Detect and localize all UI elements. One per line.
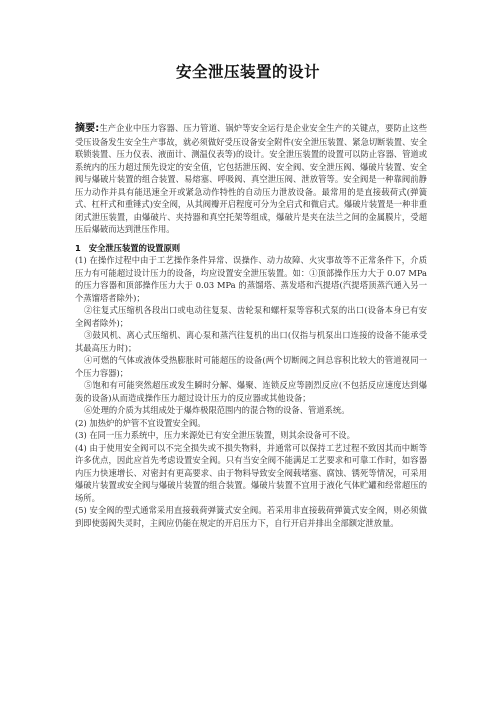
principle-item: ⑥处理的介质为其组成处于爆炸极限范围内的混合物的设备、管道系统。: [84, 405, 350, 415]
section-title: 安全泄压装置的设置原则: [88, 242, 181, 253]
principle-item: ②往复式压缩机各段出口或电动往复泵、齿轮泵和螺杆泵等容积式泵的出口(设备本身已有安全阀者除外)；: [75, 305, 427, 328]
principle-item: (3) 在同一压力系统中，压力来源处已有安全泄压装置，则其余设备可不设。: [75, 430, 355, 440]
section-number: 1: [75, 242, 81, 253]
section-heading: [75, 242, 427, 255]
principle-item: (5) 安全阀的型式通常采用直接载荷弹簧式安全阀。若采用非直接载荷弹簧式安全阀，则必须做到即使弱阀失灵时，主阀应仍能在规定的开启压力下，自行开启并排出全部额定泄放量。: [75, 505, 427, 528]
principle-item: (4) 由于使用安全阀可以不完全损失或不损失物料，并通常可以保持工艺过程不致因其而中断等许多优点，因此应首先考虑设置安全阀。只有当安全阀不能满足工艺要求和可靠工作时，如容器内压力快速增长、对密封有更高要求、由于物料导致安全阀载堵塞、腐蚀、锈死等情况，可采用爆破片装置或安全阀与爆破片装置的组合装置。爆破片装置不宜用于液化气体贮罐和经常超压的场所。: [75, 442, 427, 503]
abstract-paragraph: [75, 122, 427, 236]
principle-item: (2) 加热炉的炉管不宜设置安全阀。: [75, 417, 206, 428]
document-title: 安全泄压装置的设计: [175, 63, 320, 81]
abstract-text: 生产企业中压力容器、压力管道、锅炉等安全运行是企业安全生产的关键点，要防止这些受压设备发生安全生产事故，就必须做好受压设备安全附件(安全泄压装置、紧急切断装置、安全联锁装置、压力仪表、液面计、测温仪表等)的设计。安全泄压装置的设置可以防止容器、管道或系统内的压力超过预先设定的安全值，它包括泄压阀、安全阀、安全泄压阀、爆破片装置、安全阀与爆破片装置的组合装置、易熔塞、呼吸阀、真空泄压阀、泄放管等。安全阀是一种靠阀前静压力动作并具有能迅速全开或紧急动作特性的自动压力泄放设备。最常用的是直接载荷式(弹簧式、杠杆式和重锤式)安全阀，从其阀瓣开启程度可分为全启式和微启式。爆破片装置是一种非重闭式泄压装置，由爆破片、夹持器和真空托架等组成，爆破片是夹在法兰之间的金属膜片，受超压后爆破而达到泄压作用。: [75, 123, 427, 234]
abstract-label: 摘要:: [75, 123, 100, 134]
principle-item: ⑤饱和有可能突然超压或发生瞬时分解、爆聚、连锁反应等剧烈反应(不包括反应速度达到爆轰的设备)从而造成操作压力超过设计压力的反应器或其他设备；: [75, 380, 427, 403]
document-body: [75, 122, 427, 529]
principle-item: ③鼓风机、离心式压缩机、离心泵和蒸汽往复机的出口(仅指与机泵出口连接的设备不能承受其最高压力时)；: [75, 330, 427, 353]
principle-item: (1) 在操作过程中由于工艺操作条件异常、误操作、动力故障、火灾事故等不正常条件下，介质压力有可能超过设计压力的设备，均应设置安全泄压装置。如：①顶部操作压力大于 0.07 MPa 的压力容器和顶部操作压力大于 0.03 MPa 的蒸馏塔、蒸发塔和汽提塔(汽提塔顶蒸汽通入另一个蒸馏塔者除外)；: [75, 255, 427, 303]
principle-item: ④可燃的气体或液体受热膨胀时可能超压的设备(两个切断阀之间总容积比较大的管道视同一个压力容器)；: [75, 355, 427, 378]
